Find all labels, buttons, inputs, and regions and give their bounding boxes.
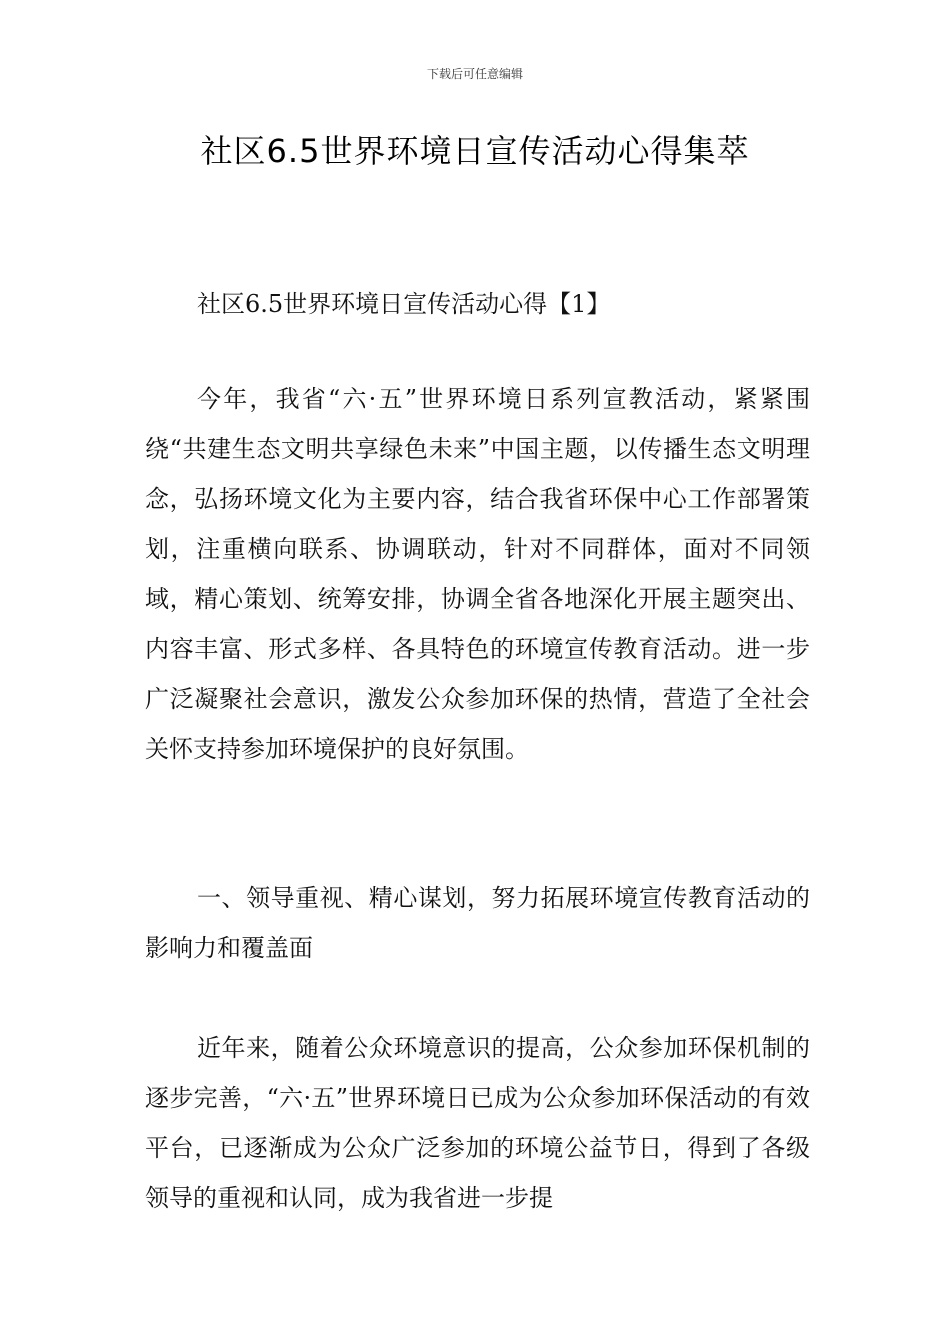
section-heading: 社区6.5世界环境日宣传活动心得【1】 [197,290,611,318]
document-title: 社区6.5世界环境日宣传活动心得集萃 [200,132,750,170]
paragraph-body: 近年来，随着公众环境意识的提高，公众参加环保机制的逐步完善，“六·五”世界环境日已成为公众参加环保活动的有效平台，已逐渐成为公众广泛参加的环境公益节日，得到了各级领导的重视和认同，成为我省进一步提 [145,1034,810,1212]
paragraph-subheading: 一、领导重视、精心谋划，努力拓展环境宣传教育活动的影响力和覆盖面 [145,884,810,962]
header-note: 下载后可任意编辑 [426,67,523,81]
paragraph-intro: 今年，我省“六·五”世界环境日系列宣教活动，紧紧围绕“共建生态文明共享绿色未来”中国主题，以传播生态文明理念，弘扬环境文化为主要内容，结合我省环保中心工作部署策划，注重横向联系、协调联动，针对不同群体，面对不同领域，精心策划、统筹安排，协调全省各地深化开展主题突出、内容丰富、形式多样、各具特色的环境宣传教育活动。进一步广泛凝聚社会意识，激发公众参加环保的热情，营造了全社会关怀支持参加环境保护的良好氛围。 [145,385,810,763]
